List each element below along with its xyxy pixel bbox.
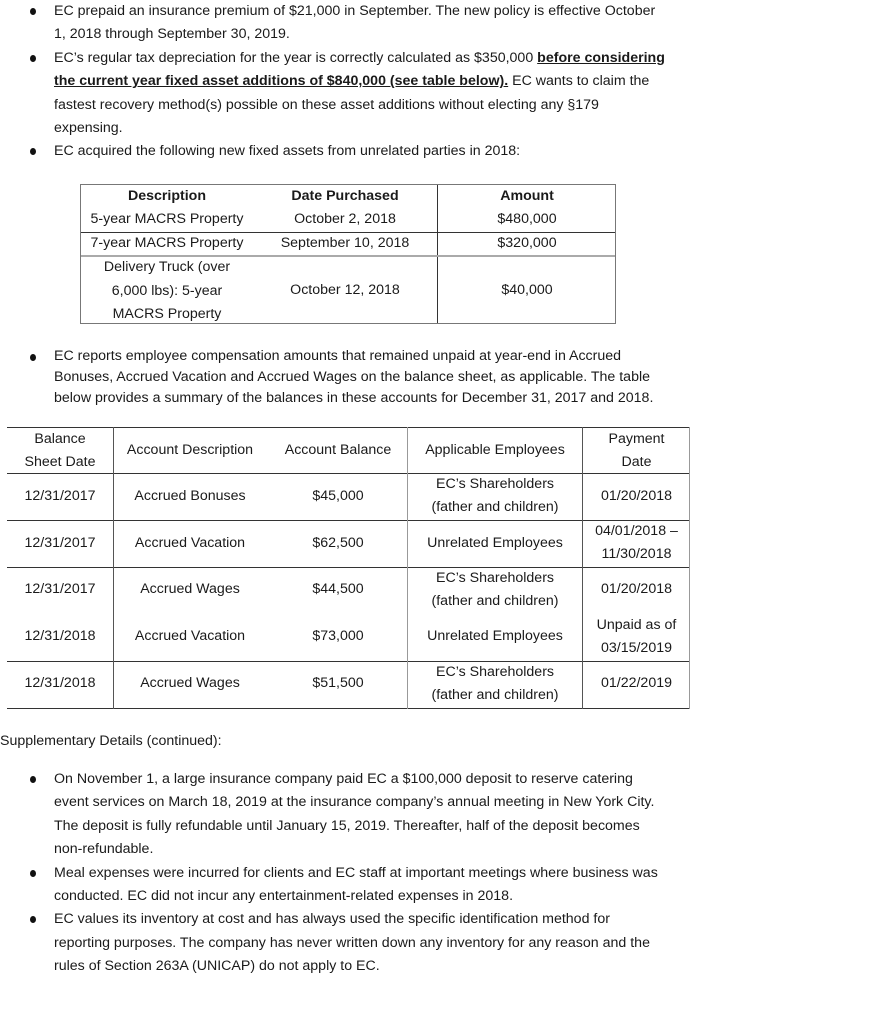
text-line: Bonuses, Accrued Vacation and Accrued Wages on the balance sheet, as applicable. The table — [54, 369, 651, 385]
text-line: Meal expenses were incurred for clients and EC staff at important meetings where business was — [54, 864, 658, 881]
text-line: fastest recovery method(s) possible on these asset additions without electing any §179 — [54, 96, 599, 113]
text-line: expensing. — [54, 120, 123, 137]
cell-description: 5-year MACRS Property — [90, 211, 244, 227]
cell-date: October 2, 2018 — [294, 211, 396, 227]
header-payment-date — [583, 428, 690, 474]
cell-account: Accrued Wages — [140, 675, 240, 691]
accrued-compensation-table — [7, 427, 690, 709]
bullet-icon — [30, 55, 36, 62]
cell-balance: $51,500 — [312, 675, 364, 691]
text-line: below provides a summary of the balances in these accounts for December 31, 2017 and 2018. — [54, 390, 654, 406]
text-line: non-refundable. — [54, 841, 154, 858]
bullet-icon — [30, 148, 36, 155]
cell-balance: $45,000 — [312, 488, 364, 504]
text-line: Balance — [34, 431, 86, 447]
text-line: Payment — [608, 431, 665, 447]
cell-date: 12/31/2017 — [24, 535, 96, 551]
text-plain: EC wants to claim the — [508, 73, 650, 90]
text-plain: EC’s regular tax depreciation for the year is correctly calculated as $350,000 — [54, 49, 538, 66]
comp-bullet-list — [0, 346, 871, 409]
cell-employees — [408, 473, 582, 519]
intro-bullet-list — [0, 0, 871, 164]
table-divider — [7, 567, 690, 568]
text-line: EC acquired the following new fixed assets from unrelated parties in 2018: — [54, 143, 521, 160]
cell-amount: $480,000 — [497, 211, 557, 227]
text-line: 11/30/2018 — [601, 546, 672, 562]
cell-account: Accrued Wages — [140, 581, 240, 597]
cell-amount: $40,000 — [501, 282, 553, 298]
section-heading: Supplementary Details (continued): — [0, 733, 222, 749]
text-line: event services on March 18, 2019 at the insurance company’s annual meeting in New York City. — [54, 794, 655, 811]
cell-payment-date: 01/22/2019 — [600, 675, 672, 691]
cell-balance: $44,500 — [312, 581, 364, 597]
header-date-purchased: Date Purchased — [291, 188, 399, 204]
text-line: EC’s Shareholders — [435, 664, 555, 680]
text-line: On November 1, a large insurance company paid EC a $100,000 deposit to reserve catering — [54, 771, 633, 787]
bullet-tax-depreciation — [0, 47, 871, 141]
cell-balance: $62,500 — [312, 535, 364, 551]
bullet-meal-expenses — [0, 862, 871, 909]
cell-employees: Unrelated Employees — [427, 535, 563, 551]
bullet-inventory — [0, 908, 871, 978]
cell-account: Accrued Vacation — [134, 535, 246, 551]
text-line: The deposit is fully refundable until January 15, 2019. Thereafter, half of the deposit becomes — [54, 817, 640, 834]
text-emphasis: the current year fixed asset additions of $840,000 (see table below). — [54, 73, 509, 90]
header-account-balance: Account Balance — [284, 442, 392, 458]
table-divider — [7, 708, 690, 709]
header-description: Description — [127, 188, 207, 204]
text-line: rules of Section 263A (UNICAP) do not apply to EC. — [54, 958, 380, 975]
text-line: MACRS Property — [112, 306, 222, 322]
bullet-icon — [30, 354, 36, 361]
bullet-icon — [30, 8, 36, 15]
cell-employees — [408, 661, 582, 707]
cell-employees: Unrelated Employees — [427, 628, 563, 644]
bullet-insurance-premium — [0, 0, 871, 47]
bullet-icon — [30, 870, 36, 877]
text-line: EC values its inventory at cost and has always used the specific identification method for — [54, 911, 610, 928]
text-line: Delivery Truck (over — [103, 259, 231, 275]
text-line — [54, 47, 871, 70]
cell-employees — [408, 567, 582, 613]
text-line: (father and children) — [431, 593, 559, 609]
header-balance-sheet-date — [7, 428, 113, 474]
bullet-icon — [30, 776, 36, 783]
cell-date: 12/31/2017 — [24, 581, 96, 597]
text-line: EC prepaid an insurance premium of $21,000 in September. The new policy is effective October — [54, 3, 656, 19]
text-line: EC’s Shareholders — [435, 476, 555, 492]
bullet-employee-compensation — [0, 346, 871, 409]
cell-payment-date: 01/20/2018 — [600, 488, 672, 504]
text-line: reporting purposes. The company has never written down any inventory for any reason and the — [54, 934, 650, 951]
cell-date: September 10, 2018 — [280, 235, 410, 251]
text-line: 04/01/2018 – — [595, 523, 678, 539]
fixed-assets-table — [80, 184, 616, 324]
text-line: conducted. EC did not incur any entertainment-related expenses in 2018. — [54, 888, 514, 905]
supp-bullet-list — [0, 768, 871, 979]
cell-date: 12/31/2018 — [24, 675, 96, 691]
bullet-catering-deposit — [0, 768, 871, 862]
text-line: 03/15/2019 — [600, 640, 672, 656]
cell-description: 7-year MACRS Property — [90, 235, 244, 251]
text-line: 6,000 lbs): 5-year — [111, 282, 223, 299]
cell-date: October 12, 2018 — [290, 282, 400, 298]
cell-payment-date: 01/20/2018 — [600, 581, 672, 597]
cell-date: 12/31/2017 — [24, 488, 96, 504]
text-line: (father and children) — [431, 687, 559, 703]
cell-account: Accrued Vacation — [134, 628, 246, 644]
bullet-icon — [30, 916, 36, 923]
table-divider — [113, 427, 114, 709]
text-line: Unpaid as of — [596, 617, 677, 633]
cell-balance: $73,000 — [312, 628, 364, 644]
text-line: EC reports employee compensation amounts that remained unpaid at year-end in Accrued — [54, 348, 622, 364]
cell-payment-date — [583, 520, 690, 566]
text-line — [54, 70, 871, 93]
bullet-fixed-assets — [0, 140, 871, 163]
text-line: EC’s Shareholders — [435, 570, 555, 586]
text-line: Date — [621, 454, 652, 470]
cell-date: 12/31/2018 — [24, 628, 96, 644]
text-line: Sheet Date — [24, 454, 96, 470]
text-line: 1, 2018 through September 30, 2019. — [54, 26, 290, 43]
cell-description — [81, 256, 253, 327]
cell-amount: $320,000 — [497, 235, 557, 251]
cell-account: Accrued Bonuses — [134, 488, 246, 504]
text-line: (father and children) — [431, 499, 559, 515]
cell-payment-date — [583, 614, 690, 660]
header-applicable-employees: Applicable Employees — [425, 442, 565, 458]
table-divider — [7, 661, 690, 662]
text-emphasis: before considering — [537, 49, 665, 66]
header-amount: Amount — [500, 188, 554, 204]
header-account-description: Account Description — [126, 442, 254, 458]
